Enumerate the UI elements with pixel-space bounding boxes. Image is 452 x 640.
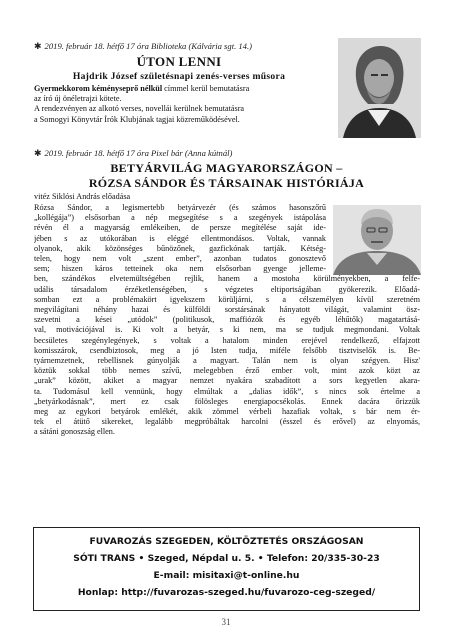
ad-email: E-mail: misitaxi@t-online.hu: [153, 570, 300, 581]
event1-line-2: az író új önéletrajzi kötete.: [34, 94, 122, 104]
event2-line: köztük sokkal több nemes szívű, melegebben érző ember volt, mint azok közt az: [34, 366, 420, 376]
event2-line: „kollégája”) elsősorban a nép megsegítése s a szegények istápolása: [34, 213, 326, 223]
flower-star-icon: ✱: [34, 41, 42, 51]
event1-title: ÚTON LENNI: [136, 54, 222, 69]
event2-header: ✱ 2019. február 18. hétfő 17 óra Pixel bár (Anna kútnál): [34, 148, 233, 158]
event2-line: telen, hogy nem volt „szent ember”, azonban tudatos gonosztevő: [34, 254, 326, 264]
event2-title-line2: RÓZSA SÁNDOR ÉS TÁRSAINAK HISTÓRIÁJA: [88, 176, 365, 190]
presenter-photo-siklosi: [333, 205, 421, 275]
page-number: 31: [221, 617, 231, 627]
event2-line: „urak” között, akiket a magyar nemzet nyakára szabadított a sors kegyetlen akara-: [34, 376, 420, 386]
event2-line: meg az egykori betyárok emlékét, akik zömmel vérbeli hazafiak voltak, s bár nem ér-: [34, 407, 420, 417]
event2-line: megvilágítani néhány hazai és külföldi sorstársának hányatott világát, valamint ösz-: [34, 305, 420, 314]
event2-line: ta. Tudomásul kell vennünk, hogy elmúltak a „dalias idők”, s nincs sok értelme a: [34, 386, 420, 396]
event2-line: ben, szándékos elvetemültségében rejlik, hanem a mostoha körülményekben, a felfe-: [34, 274, 420, 284]
event1-line-3: A rendezvényen az alkotó verses, novellái kerülnek bemutatásra: [34, 104, 245, 114]
event1-line-4: a Somogyi Könyvtár Írók Klubjának tagjai közreműködésével.: [34, 114, 240, 124]
event2-line: olyanok, akik közönséges bűnözőnek, gazfickónak tartják. Kétség-: [34, 243, 326, 253]
event1-body: [34, 84, 334, 125]
event2-title-line1: BETYÁRVILÁG MAGYARORSZÁGON –: [110, 161, 343, 175]
ad-website: Honlap: http://fuvarozas-szeged.hu/fuvarozo-ceg-szeged/: [77, 587, 376, 598]
advertisement-box: [33, 527, 420, 611]
event2-line: szevetni a kései „utódok” (politikusok, maffiózók és egyéb léhűtők) magatartásá-: [34, 315, 420, 325]
ad-headline: FUVAROZÁS SZEGEDEN, KÖLTÖZTETÉS ORSZÁGOSAN: [89, 536, 364, 547]
event2-line: a sátáni gonoszság ellen.: [34, 427, 115, 437]
event2-presenter: vitéz Siklósi András előadása: [34, 192, 131, 201]
event2-line: jében s az utókorában is eléggé ellentmondásos. Voltak, vannak: [34, 233, 326, 243]
event1-subtitle: Hajdrik József születésnapi zenés-verses műsora: [72, 71, 286, 82]
event2-line: tyárnemzetnek, rebellisnek gúnyolják a magyart. Talán nem is olyan szégyen. Hisz': [34, 356, 420, 366]
event2-line: val, motivációjával is. Ki volt a betyár, s ki nem, ma se tudjuk megmondani. Voltak: [34, 325, 420, 335]
event2-line: somban ezt a problémakört igyekszem körüljárni, s a célszemélyen kívül szeretném: [34, 294, 420, 304]
event2-line: udális társadalom érzéketlenségében, s végzetes eltiportságában gyökerezik. Előadá-: [34, 284, 420, 294]
ad-company-info: SÓTI TRANS • Szeged, Népdal u. 5. • Telefon: 20/335-30-23: [73, 553, 380, 564]
event2-line: Rózsa Sándor, a legismertebb betyárvezér (és számos hasonszőrű: [34, 203, 326, 212]
event1-header: ✱ 2019. február 18. hétfő 17 óra Biblioteka (Kálvária sgt. 14.): [34, 41, 252, 51]
event2-line: becsületes szegénylegények, s voltak a hatalom minden erejével rendelkező, elfajzott: [34, 335, 420, 345]
event2-body-wide: [34, 274, 420, 437]
event2-line: révén él a magyarság emlékeiben, de persze megítélése saját ide-: [34, 223, 326, 233]
event2-body-narrow: [34, 203, 326, 274]
event2-line: „betyárkodásnak”, mert ez csak fölösleges energiapocsékolás. Ennek dacára őrizzük: [34, 396, 420, 406]
event2-line: sem; hiszen káros tetteinek oka nem elsősorban gyenge jelleme-: [34, 264, 326, 274]
author-photo-hajdrik: [338, 38, 421, 138]
event1-line-1: Gyermekkorom kéményseprő nélkül címmel kerül bemutatásra: [34, 84, 250, 93]
flower-star-icon: ✱: [34, 148, 42, 158]
event2-line: komisszárok, csendbiztosok, meg a jó Isten tudja, miféle felsőbb tisztviselők is. Be-: [34, 345, 420, 355]
event2-line: tek el átütő sikereket, legalább megpróbáltak harcolni (ésszel és erővel) az elnyomás,: [34, 417, 420, 427]
